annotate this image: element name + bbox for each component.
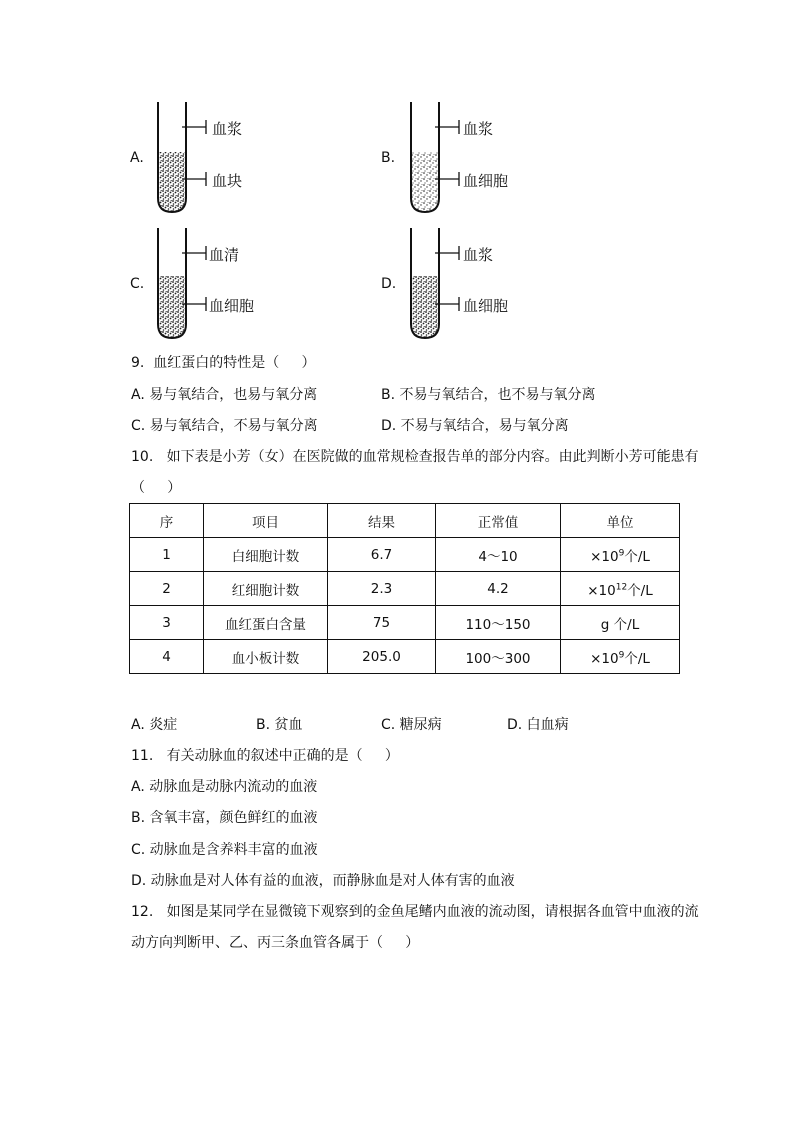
row-number: 4 — [130, 640, 204, 674]
table-header: 序 — [130, 504, 204, 538]
row-number: 1 — [130, 538, 204, 572]
blood-test-report-table — [129, 503, 680, 674]
table-row — [130, 572, 680, 606]
tube-bottom-label: 血细胞 — [209, 297, 255, 315]
row-item: 血红蛋白含量 — [204, 606, 328, 640]
row-result: 75 — [328, 606, 436, 640]
question-12-stem-line1: 12. 如图是某同学在显微镜下观察到的金鱼尾鳍内血液的流动图，请根据各血管中血液的流 — [131, 904, 699, 920]
table-header: 单位 — [561, 504, 680, 538]
question-9-option-c: C. 易与氧结合，不易与氧分离 — [131, 418, 318, 434]
row-item: 红细胞计数 — [204, 572, 328, 606]
table-header: 结果 — [328, 504, 436, 538]
tube-letter: D. — [381, 276, 397, 292]
tube-bottom-label: 血块 — [212, 172, 243, 190]
row-unit: $\times 10^9$个/L — [561, 640, 680, 674]
tube-top-label: 血浆 — [463, 120, 494, 138]
row-normal: 4～10 — [436, 538, 561, 572]
table-header-row — [130, 504, 680, 538]
table-header: 项目 — [204, 504, 328, 538]
question-9-stem: 9. 血红蛋白的特性是（ ） — [131, 355, 316, 371]
question-11-option-a: A. 动脉血是动脉内流动的血液 — [131, 779, 318, 795]
question-10-option-b: B. 贫血 — [256, 717, 303, 733]
row-normal: 4.2 — [436, 572, 561, 606]
row-unit: $\times 10^{12}$个/L — [561, 572, 680, 606]
tube-bottom-label: 血细胞 — [463, 172, 509, 190]
tube-option-c — [130, 226, 280, 344]
tube-top-label: 血浆 — [212, 120, 243, 138]
question-11-option-c: C. 动脉血是含养料丰富的血液 — [131, 842, 318, 858]
question-10-option-d: D. 白血病 — [507, 717, 569, 733]
question-12-stem-line2: 动方向判断甲、乙、丙三条血管各属于（ ） — [131, 935, 420, 951]
row-result: 6.7 — [328, 538, 436, 572]
question-9-option-d: D. 不易与氧结合，易与氧分离 — [381, 418, 569, 434]
table-row — [130, 538, 680, 572]
row-number: 3 — [130, 606, 204, 640]
question-11-option-d: D. 动脉血是对人体有益的血液，而静脉血是对人体有害的血液 — [131, 873, 515, 889]
question-10-stem-line1: 10. 如下表是小芳（女）在医院做的血常规检查报告单的部分内容。由此判断小芳可能患有 — [131, 449, 699, 465]
tube-bottom-label: 血细胞 — [463, 297, 509, 315]
row-unit: $\times 10^9$个/L — [561, 538, 680, 572]
tube-letter: B. — [381, 150, 396, 166]
row-result: 205.0 — [328, 640, 436, 674]
question-10-option-a: A. 炎症 — [131, 717, 178, 733]
question-10-stem-line2: （ ） — [131, 480, 182, 496]
tube-top-label: 血清 — [209, 246, 240, 264]
tube-option-a — [130, 100, 270, 218]
row-result: 2.3 — [328, 572, 436, 606]
tube-letter: A. — [130, 150, 144, 166]
question-9-option-b: B. 不易与氧结合，也不易与氧分离 — [381, 387, 596, 403]
row-item: 血小板计数 — [204, 640, 328, 674]
tube-option-d — [381, 226, 531, 344]
table-header: 正常值 — [436, 504, 561, 538]
question-11-stem: 11. 有关动脉血的叙述中正确的是（ ） — [131, 748, 399, 764]
row-item: 白细胞计数 — [204, 538, 328, 572]
table-row — [130, 640, 680, 674]
tube-letter: C. — [130, 276, 145, 292]
row-normal: 100～300 — [436, 640, 561, 674]
question-11-option-b: B. 含氧丰富，颜色鲜红的血液 — [131, 810, 318, 826]
table-row — [130, 606, 680, 640]
row-unit: g 个/L — [561, 606, 680, 640]
tube-top-label: 血浆 — [463, 246, 494, 264]
question-10-option-c: C. 糖尿病 — [381, 717, 442, 733]
question-9-option-a: A. 易与氧结合，也易与氧分离 — [131, 387, 318, 403]
tube-option-b — [381, 100, 531, 218]
row-normal: 110～150 — [436, 606, 561, 640]
row-number: 2 — [130, 572, 204, 606]
